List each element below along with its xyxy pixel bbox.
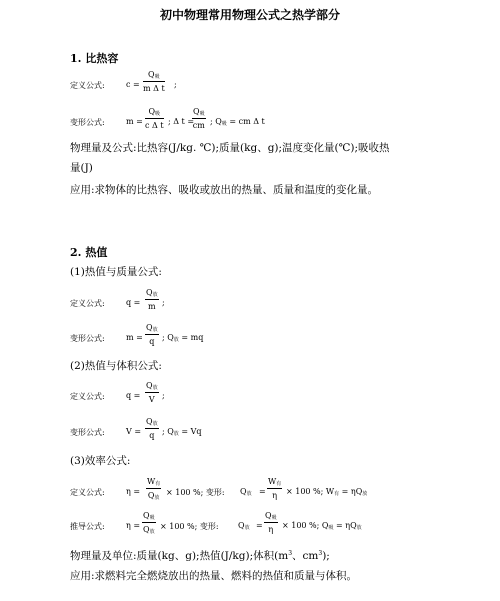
formula-part: ; $Q_吸$ = cm Δ t xyxy=(210,117,265,127)
formula-eq: = xyxy=(256,521,263,530)
formula-end: ; xyxy=(162,391,165,400)
formula-lhs: m = xyxy=(126,333,143,342)
definition-label: 定义公式: xyxy=(70,81,105,90)
fraction: $W_有$ $Q_放$ xyxy=(147,477,161,501)
application-line: 应用:求物体的比热容、吸收或放出的热量、质量和温度的变化量。 xyxy=(70,184,379,196)
fraction: $Q_放$ V xyxy=(146,381,158,404)
subheading: (1)热值与质量公式: xyxy=(70,266,162,278)
subheading: (2)热值与体积公式: xyxy=(70,360,162,372)
formula-lhs: m = xyxy=(126,117,143,126)
formula-part: ; $Q_放$ = mq xyxy=(162,333,204,343)
derived-label: 推导公式: xyxy=(70,522,105,531)
formula-part: × 100 %; $Q_吸 = \eta Q_放$ xyxy=(282,521,362,531)
page-title: 初中物理常用物理公式之热学部分 xyxy=(159,8,340,22)
formula-end: ; xyxy=(174,80,177,89)
definition-label: 定义公式: xyxy=(70,488,105,497)
formula-part: × 100 %; 变形: xyxy=(160,522,219,531)
formula-end: ; xyxy=(162,298,165,307)
formula-part: ; Δ t = xyxy=(168,117,195,126)
units-line: 物理量及公式:比热容(J/kg. ℃);质量(kg、g);温度变化量(℃);吸收热 xyxy=(70,142,390,154)
section-heading-heat-value: 2. 热值 xyxy=(70,246,108,259)
subheading: (3)效率公式: xyxy=(70,455,131,467)
fraction: $Q_吸$ η xyxy=(265,511,277,534)
fraction: $Q_吸$ m Δ t xyxy=(143,70,165,93)
formula-lhs: q = xyxy=(126,298,141,307)
variant-label: 变形公式: xyxy=(70,428,105,437)
formula-part: × 100 %; $W_有 = \eta Q_放$ xyxy=(286,487,368,497)
formula-lhs: $Q_放$ xyxy=(238,521,250,531)
units-line: 量(J) xyxy=(70,162,93,174)
formula-eq: = xyxy=(259,487,266,496)
formula-lhs: V = xyxy=(126,427,142,436)
definition-label: 定义公式: xyxy=(70,299,105,308)
fraction: $Q_吸$ $Q_放$ xyxy=(143,511,155,535)
formula-part: ; $Q_放 = Vq$ xyxy=(162,427,202,437)
formula-lhs: c = xyxy=(126,80,140,89)
fraction: $Q_放$ q xyxy=(146,417,158,440)
definition-label: 定义公式: xyxy=(70,392,105,401)
formula-part: × 100 %; 变形: xyxy=(166,488,225,497)
variant-label: 变形公式: xyxy=(70,118,105,127)
units-line: 物理量及单位:质量(kg、g);热值(J/kg);体积($m^3$、$cm^3$); xyxy=(70,550,330,562)
fraction: $Q_吸$ cm xyxy=(192,107,205,130)
formula-lhs: η = xyxy=(126,521,141,530)
formula-lhs: q = xyxy=(126,391,141,400)
fraction: $Q_放$ q xyxy=(146,323,158,346)
formula-lhs: η = xyxy=(126,487,141,496)
variant-label: 变形公式: xyxy=(70,334,105,343)
section-heading-specific-heat: 1. 比热容 xyxy=(70,52,119,65)
application-line: 应用:求燃料完全燃烧放出的热量、燃料的热值和质量与体积。 xyxy=(70,570,358,582)
fraction: $W_有$ η xyxy=(268,477,282,500)
fraction: $Q_吸$ c Δ t xyxy=(145,107,164,130)
formula-lhs: $Q_放$ xyxy=(240,487,252,497)
fraction: $Q_放$ m xyxy=(146,288,158,311)
